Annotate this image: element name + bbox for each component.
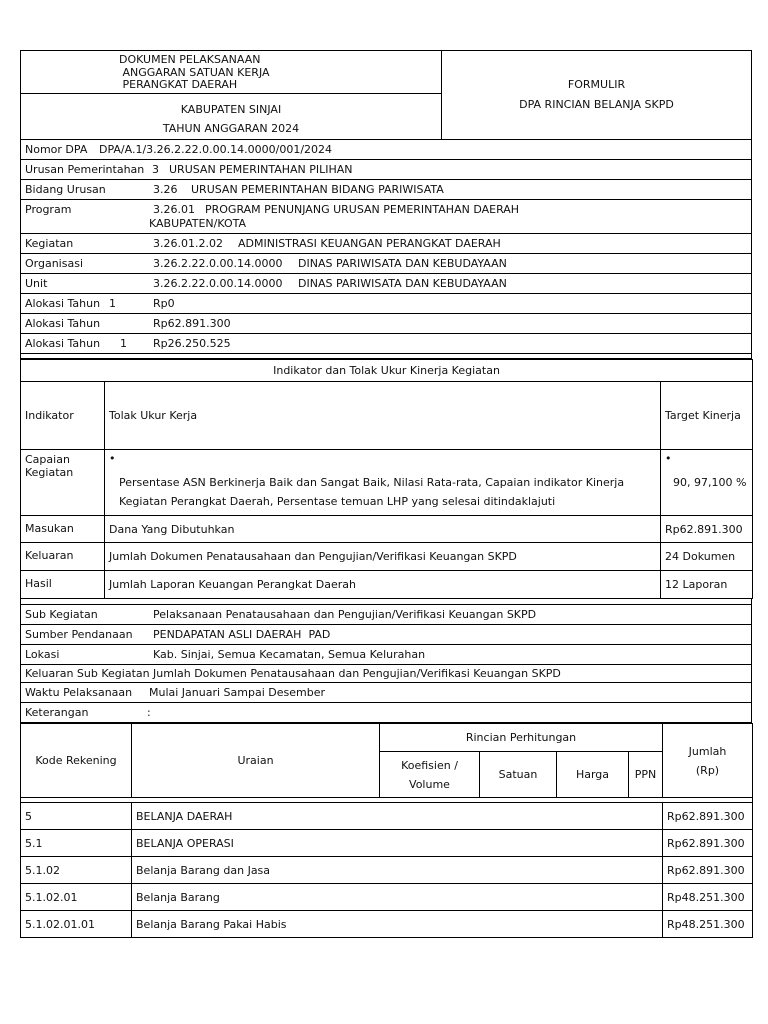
col-jumlah-label: Jumlah <box>688 744 727 758</box>
keluaran-sub-label: Keluaran Sub Kegiatan <box>25 667 150 680</box>
uraian-cell: Belanja Barang dan Jasa <box>132 857 663 884</box>
col-tolak-ukur: Tolak Ukur Kerja <box>105 382 661 450</box>
col-satuan: Satuan <box>480 752 557 798</box>
bidang-code: 3.26 <box>153 183 178 196</box>
kode-cell: 5.1 <box>21 830 132 857</box>
col-target: Target Kinerja <box>661 382 753 450</box>
lokasi-row <box>20 645 752 665</box>
target-cell: 24 Dokumen <box>661 543 753 571</box>
alokasi-year-1: 1 <box>109 297 116 310</box>
rincian-row <box>21 803 753 830</box>
form-label: FORMULIR <box>567 78 626 91</box>
bullet-mark: • <box>109 452 116 465</box>
keluaran-sub-value: Jumlah Dokumen Penatausahaan dan Pengujian/Verifikasi Keuangan SKPD <box>153 667 561 680</box>
program-value-line2: KABUPATEN/KOTA <box>149 217 247 230</box>
nomor-dpa-row <box>20 140 752 160</box>
alokasi-row-1 <box>20 294 752 314</box>
unit-code: 3.26.2.22.0.00.14.0000 <box>153 277 283 290</box>
target-bullet-mark: • <box>665 452 672 465</box>
kinerja-table <box>20 359 753 599</box>
kegiatan-value: ADMINISTRASI KEUANGAN PERANGKAT DAERAH <box>238 237 501 250</box>
urusan-row <box>20 160 752 180</box>
col-jumlah-unit: (Rp) <box>695 763 720 777</box>
organisasi-value: DINAS PARIWISATA DAN KEBUDAYAAN <box>298 257 507 270</box>
waktu-label: Waktu Pelaksanaan <box>25 686 133 699</box>
jumlah-cell: Rp62.891.300 <box>663 830 753 857</box>
alokasi-value-2: Rp62.891.300 <box>153 317 231 330</box>
rincian-header-row <box>21 724 753 752</box>
sumber-value: PENDAPATAN ASLI DAERAH PAD <box>153 628 331 641</box>
col-jumlah <box>663 724 753 798</box>
jumlah-cell: Rp62.891.300 <box>663 803 753 830</box>
keterangan-label: Keterangan <box>25 706 89 719</box>
alokasi-row-3 <box>20 334 752 354</box>
target-cell: Rp62.891.300 <box>661 516 753 543</box>
col-kode-rekening: Kode Rekening <box>21 724 132 798</box>
waktu-row <box>20 683 752 703</box>
bidang-value: URUSAN PEMERINTAHAN BIDANG PARIWISATA <box>191 183 444 196</box>
organisasi-row <box>20 254 752 274</box>
indikator-cell: Keluaran <box>21 543 105 571</box>
doc-title-line2: ANGGARAN SATUAN KERJA <box>119 65 270 79</box>
kinerja-title: Indikator dan Tolak Ukur Kinerja Kegiatan <box>21 360 753 382</box>
region-year <box>21 94 441 139</box>
form-header <box>20 50 752 140</box>
unit-label: Unit <box>25 277 48 290</box>
indikator-cell: Masukan <box>21 516 105 543</box>
kinerja-title-row <box>21 360 753 382</box>
kinerja-row <box>21 516 753 543</box>
urusan-value: URUSAN PEMERINTAHAN PILIHAN <box>169 163 353 176</box>
form-label-box <box>442 51 751 139</box>
dpa-form <box>20 50 752 938</box>
program-label: Program <box>25 203 72 216</box>
bidang-label: Bidang Urusan <box>25 183 106 196</box>
organisasi-code: 3.26.2.22.0.00.14.0000 <box>153 257 283 270</box>
uraian-cell: BELANJA DAERAH <box>132 803 663 830</box>
kode-cell: 5.1.02 <box>21 857 132 884</box>
sumber-label: Sumber Pendanaan <box>25 628 133 641</box>
tolak-text: Persentase ASN Berkinerja Baik dan Sangat Baik, Nilasi Rata-rata, Capaian indikator Kinerja Kegiatan Perangkat Daerah, Persentase temuan LHP yang selesai ditindaklajuti <box>119 476 625 508</box>
col-ppn: PPN <box>629 752 663 798</box>
target-cell <box>661 450 753 516</box>
sub-kegiatan-value: Pelaksanaan Penatausahaan dan Pengujian/Verifikasi Keuangan SKPD <box>153 608 537 621</box>
urusan-label: Urusan Pemerintahan <box>25 163 145 176</box>
col-rincian-perhitungan: Rincian Perhitungan <box>380 724 663 752</box>
lokasi-value: Kab. Sinjai, Semua Kecamatan, Semua Kelurahan <box>153 648 426 661</box>
kinerja-header-row <box>21 382 753 450</box>
nomor-dpa-label: Nomor DPA <box>25 143 88 156</box>
rincian-table <box>20 723 753 938</box>
kegiatan-row <box>20 234 752 254</box>
uraian-cell: Belanja Barang <box>132 884 663 911</box>
alokasi-value-3: Rp26.250.525 <box>153 337 231 350</box>
rincian-row <box>21 830 753 857</box>
program-block <box>149 203 519 231</box>
unit-row <box>20 274 752 294</box>
budget-year: TAHUN ANGGARAN 2024 <box>162 122 300 135</box>
alokasi-value-1: Rp0 <box>153 297 175 310</box>
jumlah-cell: Rp48.251.300 <box>663 911 753 938</box>
keterangan-row <box>20 703 752 723</box>
kinerja-row <box>21 450 753 516</box>
rincian-row <box>21 884 753 911</box>
jumlah-cell: Rp62.891.300 <box>663 857 753 884</box>
kode-cell: 5.1.02.01.01 <box>21 911 132 938</box>
rincian-row <box>21 911 753 938</box>
kinerja-row <box>21 543 753 571</box>
unit-value: DINAS PARIWISATA DAN KEBUDAYAAN <box>298 277 507 290</box>
tolak-cell <box>105 450 661 516</box>
tolak-cell: Jumlah Dokumen Penatausahaan dan Pengujian/Verifikasi Keuangan SKPD <box>105 543 661 571</box>
waktu-value: Mulai Januari Sampai Desember <box>149 686 325 699</box>
sub-kegiatan-label: Sub Kegiatan <box>25 608 98 621</box>
program-row <box>20 200 752 234</box>
keluaran-sub-row <box>20 665 752 683</box>
kegiatan-label: Kegiatan <box>25 237 74 250</box>
col-harga: Harga <box>557 752 629 798</box>
document-title <box>21 51 441 94</box>
kinerja-row <box>21 571 753 599</box>
form-name: DPA RINCIAN BELANJA SKPD <box>519 98 674 111</box>
kegiatan-code: 3.26.01.2.02 <box>153 237 223 250</box>
target-cell: 12 Laporan <box>661 571 753 599</box>
indikator-cell: Capaian Kegiatan <box>21 450 105 516</box>
col-uraian: Uraian <box>132 724 380 798</box>
kode-cell: 5.1.02.01 <box>21 884 132 911</box>
doc-title-line1: DOKUMEN PELAKSANAAN <box>119 53 261 66</box>
uraian-cell: BELANJA OPERASI <box>132 830 663 857</box>
uraian-cell: Belanja Barang Pakai Habis <box>132 911 663 938</box>
alokasi-label-3: Alokasi Tahun <box>25 337 101 350</box>
region-name: KABUPATEN SINJAI <box>180 103 282 116</box>
organisasi-label: Organisasi <box>25 257 83 270</box>
keterangan-value: : <box>147 706 151 719</box>
alokasi-row-2 <box>20 314 752 334</box>
target-text: 90, 97,100 % <box>673 476 747 489</box>
jumlah-cell: Rp48.251.300 <box>663 884 753 911</box>
col-indikator: Indikator <box>21 382 105 450</box>
tolak-cell: Jumlah Laporan Keuangan Perangkat Daerah <box>105 571 661 599</box>
kode-cell: 5 <box>21 803 132 830</box>
alokasi-label-1: Alokasi Tahun <box>25 297 101 310</box>
program-value-line1: PROGRAM PENUNJANG URUSAN PEMERINTAHAN DAERAH <box>205 203 520 216</box>
alokasi-year-3: 1 <box>120 337 127 350</box>
rincian-row <box>21 857 753 884</box>
doc-title-line3: PERANGKAT DAERAH <box>119 78 238 91</box>
lokasi-label: Lokasi <box>25 648 60 661</box>
urusan-code: 3 <box>152 163 159 176</box>
indikator-cell: Hasil <box>21 571 105 599</box>
col-koefisien: Koefisien / Volume <box>380 752 480 798</box>
program-code: 3.26.01 <box>153 203 195 216</box>
alokasi-label-2: Alokasi Tahun <box>25 317 101 330</box>
bidang-row <box>20 180 752 200</box>
nomor-dpa-value: DPA/A.1/3.26.2.22.0.00.14.0000/001/2024 <box>99 143 333 156</box>
sub-kegiatan-row <box>20 605 752 625</box>
header-left <box>21 51 442 139</box>
tolak-cell: Dana Yang Dibutuhkan <box>105 516 661 543</box>
sumber-row <box>20 625 752 645</box>
